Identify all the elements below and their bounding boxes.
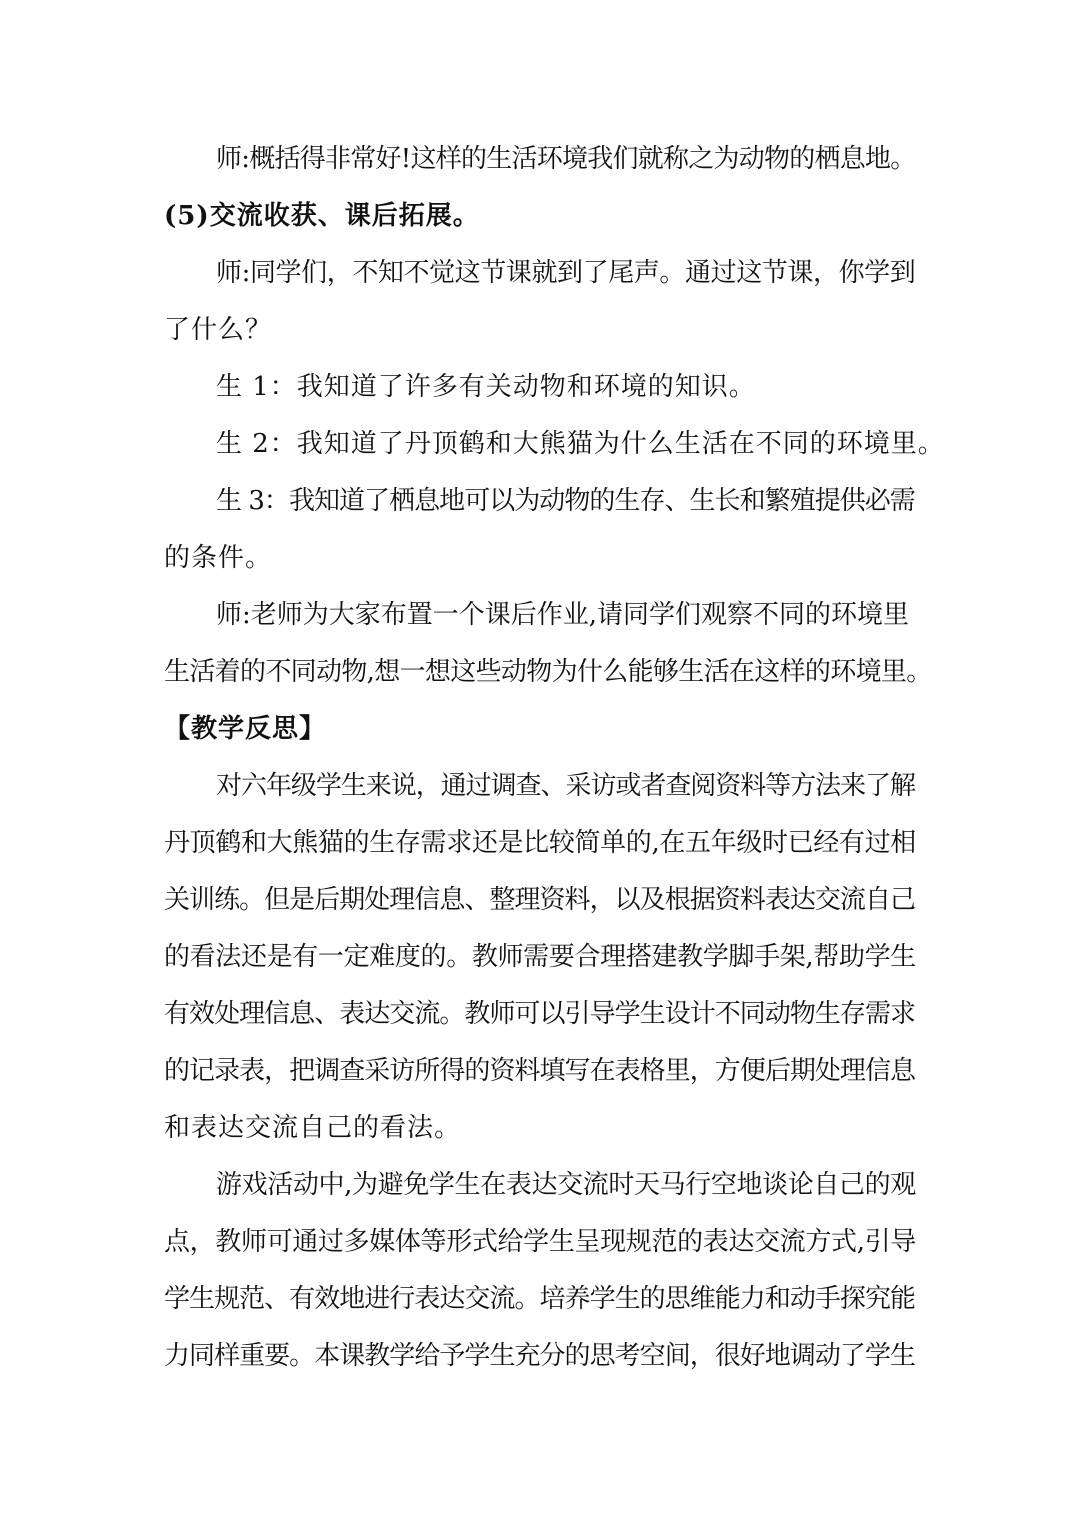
student-1-answer: 生 1：我知道了许多有关动物和环境的知识。 [216,372,756,402]
reflection-paragraph-1-line-4: 的看法还是有一定难度的。教师需要合理搭建教学脚手架,帮助学生 [164,942,916,972]
teacher-summary-line: 师:概括得非常好!这样的生活环境我们就称之为动物的栖息地。 [216,144,916,174]
reflection-paragraph-1-line-2: 丹顶鹤和大熊猫的生存需求还是比较简单的,在五年级时已经有过相 [164,828,916,858]
homework-line-2: 生活着的不同动物,想一想这些动物为什么能够生活在这样的环境里。 [164,657,932,687]
reflection-paragraph-1-line-5: 有效处理信息、表达交流。教师可以引导学生设计不同动物生存需求 [164,999,916,1029]
section-heading-5: (5)交流收获、课后拓展。 [164,201,480,231]
student-3-answer-line-2: 的条件。 [164,543,273,573]
reflection-paragraph-1-line-1: 对六年级学生来说，通过调查、采访或者查阅资料等方法来了解 [216,771,915,801]
reflection-paragraph-2-line-3: 学生规范、有效地进行表达交流。培养学生的思维能力和动手探究能 [164,1284,916,1314]
teacher-question-line-1: 师:同学们，不知不觉这节课就到了尾声。通过这节课，你学到 [216,258,916,288]
reflection-paragraph-2-line-1: 游戏活动中,为避免学生在表达交流时天马行空地谈论自己的观 [216,1170,916,1200]
reflection-paragraph-2-line-4: 力同样重要。本课教学给予学生充分的思考空间，很好地调动了学生 [164,1341,916,1371]
reflection-paragraph-1-line-7: 和表达交流自己的看法。 [164,1113,462,1143]
reflection-heading: 【教学反思】 [164,714,327,744]
student-2-answer: 生 2：我知道了丹顶鹤和大熊猫为什么生活在不同的环境里。 [216,429,945,459]
reflection-paragraph-2-line-2: 点，教师可通过多媒体等形式给学生呈现规范的表达交流方式,引导 [164,1227,916,1257]
reflection-paragraph-1-line-3: 关训练。但是后期处理信息、整理资料，以及根据资料表达交流自己 [164,885,916,915]
student-3-answer-line-1: 生 3：我知道了栖息地可以为动物的生存、生长和繁殖提供必需 [216,486,915,516]
teacher-question-line-2: 了什么？ [164,315,273,345]
reflection-paragraph-1-line-6: 的记录表，把调查采访所得的资料填写在表格里，方便后期处理信息 [164,1056,916,1086]
homework-line-1: 师:老师为大家布置一个课后作业,请同学们观察不同的环境里 [216,600,910,630]
